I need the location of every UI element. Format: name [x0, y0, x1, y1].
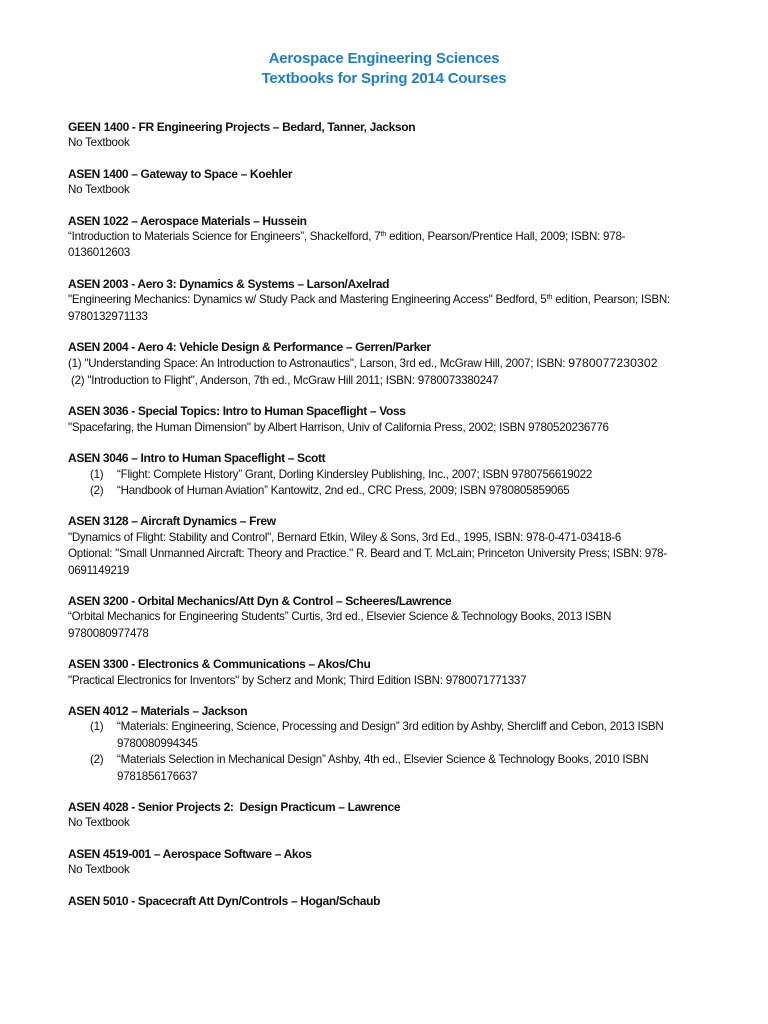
course-title: ASEN 4028 - Senior Projects 2: Design Practicum – Lawrence: [68, 800, 401, 814]
course-entry-asen-4028: [68, 799, 708, 832]
course-title: ASEN 3046 – Intro to Human Spaceflight – Scott: [68, 451, 326, 466]
textbook-line: 9780132971133: [68, 309, 148, 323]
course-title: GEEN 1400 - FR Engineering Projects – Bedard, Tanner, Jackson: [68, 120, 416, 134]
textbook-line: 9780080977478: [68, 626, 149, 640]
superscript: th: [546, 292, 553, 302]
textbook-line: No Textbook: [68, 183, 130, 197]
textbook-line: “Materials: Engineering, Science, Processing and Design” 3rd edition by Ashby, Shercliff and Cebon, 2013 ISBN: [117, 720, 664, 734]
textbook-line: No Textbook: [68, 816, 130, 830]
course-title: ASEN 5010 - Spacecraft Att Dyn/Controls – Hogan/Schaub: [68, 893, 381, 908]
textbook-line: No Textbook: [68, 136, 130, 150]
course-entry-asen-3036: [68, 403, 708, 436]
list-marker: (1): [90, 467, 104, 481]
title-line-2: Textbooks for Spring 2014 Courses: [261, 70, 507, 87]
course-entry-asen-2004: [68, 339, 708, 389]
textbook-line: 9780080994345: [117, 736, 198, 750]
course-entry-asen-4012: [68, 703, 708, 785]
course-title: ASEN 4519-001 – Aerospace Software – Akos: [68, 846, 312, 861]
list-marker: (1): [90, 720, 104, 734]
course-entry-asen-3128: [68, 513, 708, 579]
textbook-list: [68, 719, 708, 785]
course-title: ASEN 3200 - Orbital Mechanics/Att Dyn & Control – Scheeres/Lawrence: [68, 593, 452, 608]
course-title: ASEN 3300 - Electronics & Communications – Akos/Chu: [68, 657, 371, 672]
textbook-line: “Materials Selection in Mechanical Design” Ashby, 4th ed., Elsevier Science & Technology Books, 2010 ISBN: [117, 753, 649, 767]
textbook-line: Optional: "Small Unmanned Aircraft: Theory and Practice." R. Beard and T. McLain; Princeton University Press; ISBN: 978-: [68, 547, 667, 561]
course-title: ASEN 1400 – Gateway to Space – Koehler: [68, 166, 293, 181]
textbook-line: "Practical Electronics for Inventors" by Scherz and Monk; Third Edition ISBN: 9780071771337: [68, 673, 527, 687]
textbook-line: [68, 292, 708, 308]
course-title: ASEN 1022 – Aerospace Materials – Hussein: [68, 213, 307, 228]
course-title: ASEN 2003 - Aero 3: Dynamics & Systems – Larson/Axelrad: [68, 276, 390, 291]
textbook-text: “Introduction to Materials Science for Engineers”, Shackelford, 7: [68, 230, 381, 244]
textbook-line: 0691149219: [68, 563, 130, 577]
list-item: [68, 483, 708, 499]
textbook-line: 9781856176637: [117, 769, 198, 783]
textbook-line: No Textbook: [68, 863, 130, 877]
course-title: ASEN 2004 - Aero 4: Vehicle Design & Performance – Gerren/Parker: [68, 340, 431, 355]
course-entry-asen-2003: [68, 276, 708, 325]
title-line-1: Aerospace Engineering Sciences: [268, 50, 500, 67]
textbook-text: (1) "Understanding Space: An Introduction to Astronautics", Larson, 3rd ed., McGraw Hill, 2007; ISBN:: [68, 357, 569, 371]
course-entry-asen-1022: [68, 213, 708, 262]
superscript: th: [380, 229, 387, 239]
list-item: [68, 719, 708, 752]
course-entry-geen-1400: [68, 119, 708, 152]
document-title: [0, 49, 768, 89]
course-entry-asen-5010: [68, 893, 708, 909]
course-entry-asen-4519: [68, 846, 708, 879]
course-entry-asen-3046: [68, 450, 708, 499]
list-marker: (2): [90, 753, 104, 767]
course-title: ASEN 4012 – Materials – Jackson: [68, 703, 248, 718]
textbook-text: edition, Pearson/Prentice Hall, 2009; ISBN: 978-: [386, 230, 626, 244]
isbn-number: 9780077230302: [568, 356, 658, 371]
textbook-list: [68, 467, 708, 500]
textbook-line: "Dynamics of Flight: Stability and Control", Bernard Etkin, Wiley & Sons, 3rd Ed., 1995, ISBN: 978-0-471-03418-6: [68, 530, 622, 544]
course-title: ASEN 3128 – Aircraft Dynamics – Frew: [68, 514, 276, 529]
textbook-line: (2) "Introduction to Flight", Anderson, 7th ed., McGraw Hill 2011; ISBN: 9780073380247: [68, 373, 499, 387]
textbook-line: [68, 355, 708, 372]
textbook-line: “Handbook of Human Aviation” Kantowitz, 2nd ed., CRC Press, 2009; ISBN 9780805859065: [117, 483, 570, 497]
list-item: [68, 467, 708, 483]
textbook-line: 0136012603: [68, 246, 130, 260]
course-list: [68, 119, 708, 923]
textbook-line: “Orbital Mechanics for Engineering Students” Curtis, 3rd ed., Elsevier Science & Technology Books, 2013 ISBN: [68, 610, 612, 624]
course-entry-asen-3200: [68, 593, 708, 642]
textbook-text: edition, Pearson; ISBN:: [552, 293, 670, 307]
textbook-text: "Engineering Mechanics: Dynamics w/ Study Pack and Mastering Engineering Access" Bedford, 5: [68, 293, 547, 307]
textbook-line: "Spacefaring, the Human Dimension" by Albert Harrison, Univ of California Press, 2002; ISBN 9780520236776: [68, 420, 609, 434]
list-item: [68, 752, 708, 785]
course-entry-asen-3300: [68, 656, 708, 689]
course-title: ASEN 3036 - Special Topics: Intro to Human Spaceflight – Voss: [68, 404, 406, 419]
textbook-line: “Flight: Complete History” Grant, Dorling Kindersley Publishing, Inc., 2007; ISBN 9780756619022: [117, 467, 593, 481]
list-marker: (2): [90, 483, 104, 497]
course-entry-asen-1400: [68, 166, 708, 199]
textbook-line: [68, 229, 708, 245]
